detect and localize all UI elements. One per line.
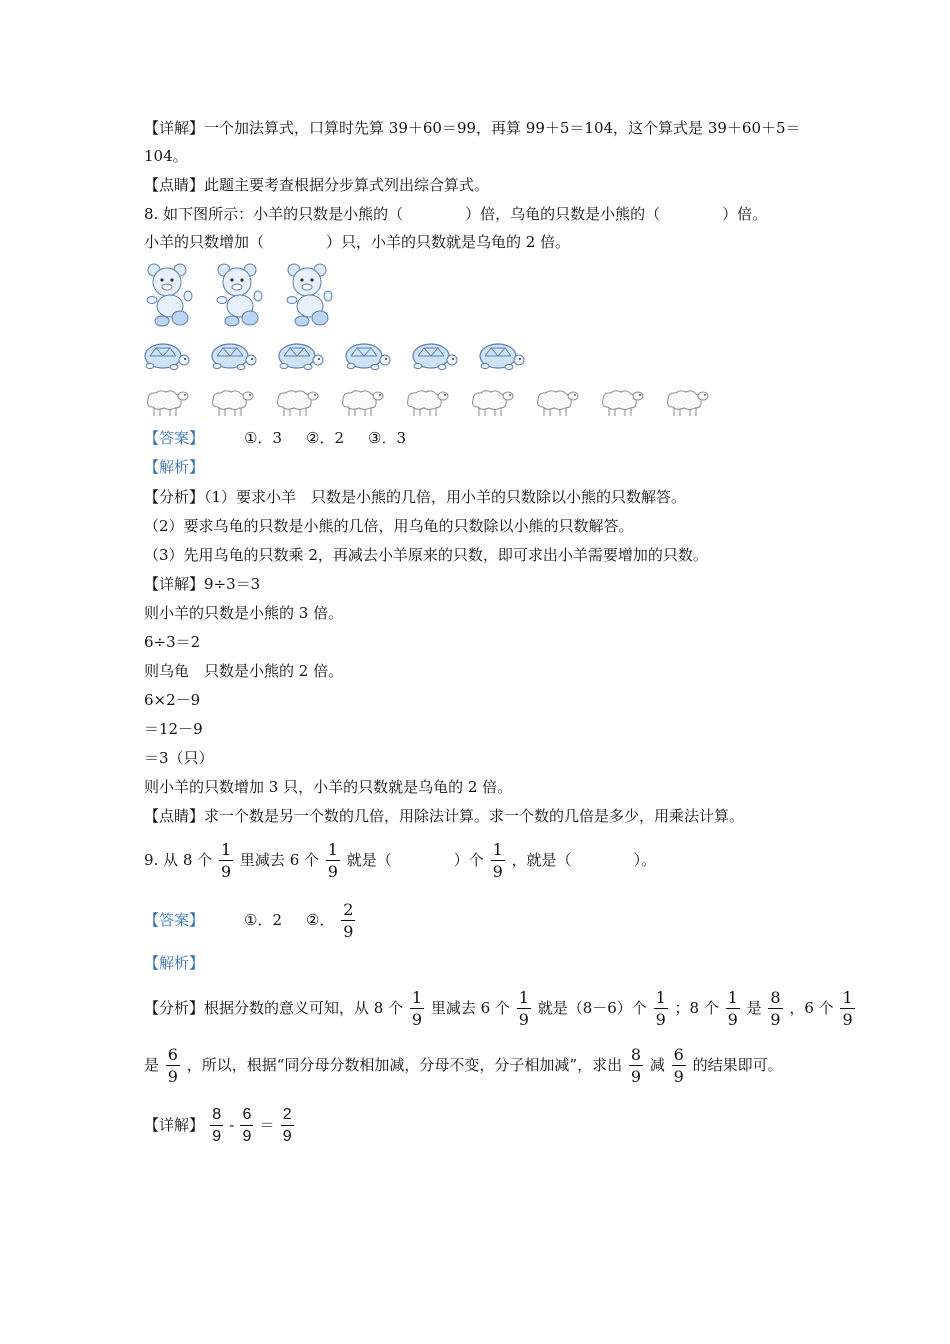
tip-line: 【点睛】此题主要考查根据分步算式列出综合算式。 xyxy=(144,176,490,194)
fraction: $\frac{1}{9}$ xyxy=(655,988,666,1029)
q9-detail: 【详解】 $\frac{8}{9}$ - $\frac{6}{9}$ ＝ $\frac{2}{9}$ xyxy=(144,1106,292,1146)
detail-line-cont: 104。 xyxy=(144,147,188,165)
sheep-image xyxy=(599,386,644,418)
fraction: $\frac{1}{9}$ xyxy=(411,988,423,1029)
fraction: $\frac{1}{9}$ xyxy=(727,988,738,1029)
q8-tip: 【点睛】求一个数是另一个数的几倍，用除法计算。求一个数的几倍是多少，用乘法计算。 xyxy=(144,807,745,825)
q9-answer: 【答案】 ①．2 ②． $\frac{2}{9}$ xyxy=(144,900,354,941)
q8-question-cont: 小羊的只数增加（ ）只，小羊的只数就是乌龟的 2 倍。 xyxy=(144,233,571,251)
q9-analysis-2: 是 $\frac{6}{9}$ ，所以，根据“同分母分数相加减，分母不变，分子相加减”，求出 $\frac{8}{9}$ 减 $\frac{6}{9}$ 的结果即可。 xyxy=(144,1045,783,1086)
fraction: $\frac{6}{9}$ xyxy=(673,1045,684,1086)
fraction: $\frac{8}{9}$ xyxy=(770,988,781,1029)
q9-analysis-label: 【解析】 xyxy=(144,954,205,972)
q8-detail-8: 则小羊的只数增加 3 只，小羊的只数就是乌龟的 2 倍。 xyxy=(144,778,513,796)
fraction: $\frac{8}{9}$ xyxy=(630,1045,642,1086)
fraction: $\frac{1}{9}$ xyxy=(492,840,503,881)
q8-analysis-label: 【解析】 xyxy=(144,458,205,476)
sheep-image xyxy=(664,386,709,418)
q8-detail-5: 6×2－9 xyxy=(144,691,201,709)
bear-image xyxy=(214,262,266,328)
answer-label: 【答案】 xyxy=(144,911,205,929)
sheep-image xyxy=(209,386,254,418)
fraction: $\frac{1}{9}$ xyxy=(327,840,338,881)
q8-question: 8. 如下图所示：小羊的只数是小熊的（ ）倍，乌龟的只数是小熊的（ ）倍。 xyxy=(144,205,768,223)
sheep-image xyxy=(339,386,384,418)
q8-analysis-1: 【分析】（1）要求小羊 只数是小熊的几倍，用小羊的只数除以小熊的只数解答。 xyxy=(144,488,687,506)
q8-detail-1: 【详解】9÷3＝3 xyxy=(144,575,261,593)
q9-analysis-1: 【分析】根据分数的意义可知，从 8 个 $\frac{1}{9}$ 里减去 6 个 $\frac{1}{9}$ 就是（8－6）个 $\frac{1}{9}$ ；8 个 $\frac{1}{9}$ 是 $\frac{8}{9}$ ，6 个 $\frac{1}{9}$ xyxy=(144,988,853,1029)
q8-detail-6: ＝12－9 xyxy=(144,720,203,738)
fraction: $\frac{1}{9}$ xyxy=(518,988,529,1029)
q8-answer: 【答案】 ①．3 ②．2 ③．3 xyxy=(144,429,407,447)
turtle-image xyxy=(211,338,257,370)
sheep-image xyxy=(534,386,579,418)
bear-row xyxy=(144,262,336,328)
fraction: $\frac{8}{9}$ xyxy=(212,1106,222,1146)
q8-detail-3: 6÷3＝2 xyxy=(144,633,201,651)
fraction: $\frac{2}{9}$ xyxy=(343,900,354,941)
turtle-image xyxy=(479,338,525,370)
sheep-image xyxy=(274,386,319,418)
turtle-row xyxy=(144,338,525,370)
sheep-image xyxy=(404,386,449,418)
fraction: $\frac{6}{9}$ xyxy=(167,1045,178,1086)
q8-detail-2: 则小羊的只数是小熊的 3 倍。 xyxy=(144,604,344,622)
fraction: $\frac{2}{9}$ xyxy=(282,1106,292,1146)
turtle-image xyxy=(278,338,324,370)
sheep-row xyxy=(144,386,709,418)
q8-analysis-2: （2）要求乌龟的只数是小熊的几倍，用乌龟的只数除以小熊的只数解答。 xyxy=(144,517,634,535)
bear-image xyxy=(284,262,336,328)
answer-label: 【答案】 xyxy=(144,429,205,447)
turtle-image xyxy=(412,338,458,370)
detail-line: 【详解】一个加法算式，口算时先算 39＋60＝99，再算 99＋5＝104，这个算式是 39＋60＋5＝ xyxy=(144,119,801,137)
fraction: $\frac{1}{9}$ xyxy=(220,840,232,881)
turtle-image xyxy=(144,338,190,370)
turtle-image xyxy=(345,338,391,370)
sheep-image xyxy=(144,386,189,418)
q8-analysis-3: （3）先用乌龟的只数乘 2，再减去小羊原来的只数，即可求出小羊需要增加的只数。 xyxy=(144,546,708,564)
q8-detail-4: 则乌龟 只数是小熊的 2 倍。 xyxy=(144,662,344,680)
q8-detail-7: ＝3（只） xyxy=(144,749,214,767)
q9-question: 9. 从 8 个 $\frac{1}{9}$ 里减去 6 个 $\frac{1}{9}$ 就是（ ）个 $\frac{1}{9}$ ，就是（ ）。 xyxy=(144,840,657,881)
sheep-image xyxy=(469,386,514,418)
bear-image xyxy=(144,262,196,328)
fraction: $\frac{1}{9}$ xyxy=(842,988,853,1029)
fraction: $\frac{6}{9}$ xyxy=(242,1106,252,1146)
